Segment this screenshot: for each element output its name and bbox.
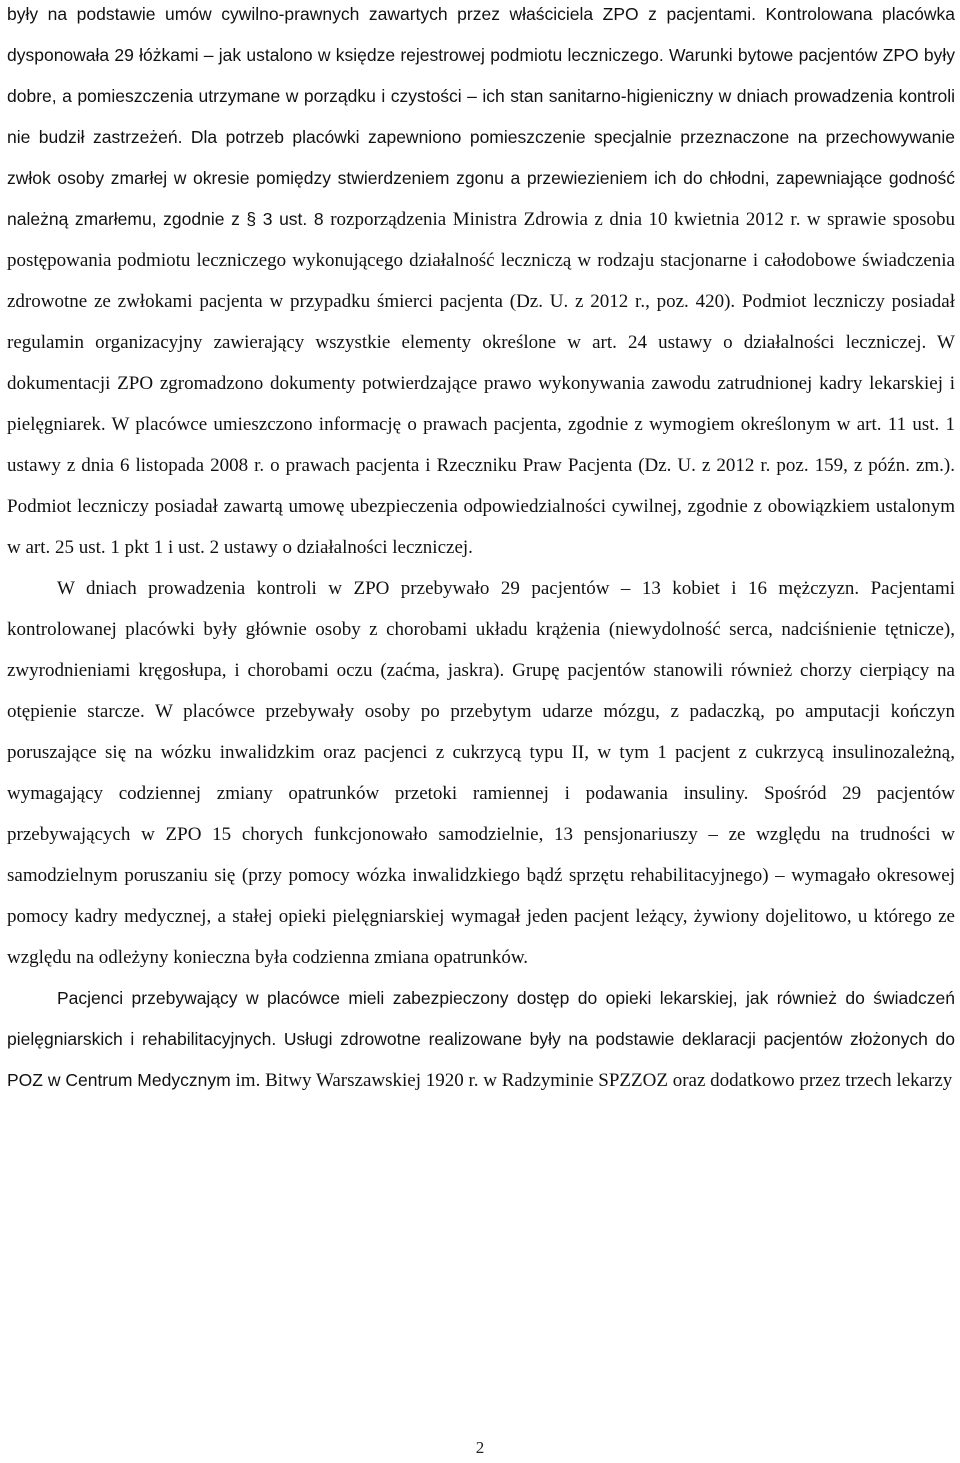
- paragraph-3-segment-1: Pacjenci przebywający w placówce mieli zabezpieczony dostęp do opieki lekarskiej, jak również do świadczeń pielęgniarskich i rehabilitacyjnych. Usługi zdrowotne realizowane były na podstawie deklaracji pacjentów złożonych do POZ w Centrum Medycznym: [7, 988, 955, 1090]
- paragraph-2: [7, 568, 955, 978]
- page-number: 2: [475, 1438, 485, 1457]
- paragraph-1: [7, 0, 955, 568]
- paragraph-1-segment-2: rozporządzenia Ministra Zdrowia z dnia 10 kwietnia 2012 r. w sprawie sposobu postępowania podmiotu leczniczego wykonującego działalność leczniczą w rodzaju stacjonarne i całodobowe świadczenia zdrowotne ze zwłokami pacjenta w przypadku śmierci pacjenta (Dz. U. z 2012 r., poz. 420). Podmiot leczniczy posiadał regulamin organizacyjny zawierający wszystkie elementy określone w art. 24 ustawy o działalności leczniczej. W dokumentacji ZPO zgromadzono dokumenty potwierdzające prawo wykonywania zawodu zatrudnionej kadry lekarskiej i pielęgniarek. W placówce umieszczono informację o prawach pacjenta, zgodnie z wymogiem określonym w art. 11 ust. 1 ustawy z dnia 6 listopada 2008 r. o prawach pacjenta i Rzeczniku Praw Pacjenta (Dz. U. z 2012 r. poz. 159, z późn. zm.). Podmiot leczniczy posiadał zawartą umowę ubezpieczenia odpowiedzialności cywilnej, zgodnie z obowiązkiem ustalonym w art. 25 ust. 1 pkt 1 i ust. 2 ustawy o działalności leczniczej.: [7, 209, 955, 558]
- paragraph-3-segment-2: im. Bitwy Warszawskiej 1920 r. w Radzyminie SPZZOZ oraz dodatkowo przez trzech lekarzy: [235, 1070, 953, 1091]
- paragraph-3: [7, 978, 955, 1101]
- paragraph-2-segment-1: W dniach prowadzenia kontroli w ZPO przebywało 29 pacjentów – 13 kobiet i 16 mężczyzn. Pacjentami kontrolowanej placówki były głównie osoby z chorobami układu krążenia (niewydolność serca, nadciśnienie tętnicze), zwyrodnieniami kręgosłupa, i chorobami oczu (zaćma, jaskra). Grupę pacjentów stanowili również chorzy cierpiący na otępienie starcze. W placówce przebywały osoby po przebytym udarze mózgu, z padaczką, po amputacji kończyn poruszające się na wózku inwalidzkim oraz pacjenci z cukrzycą typu II, w tym 1 pacjent z cukrzycą insulinozależną, wymagający codziennej zmiany opatrunków przetoki ramiennej i podawania insuliny. Spośród 29 pacjentów przebywających w ZPO 15 chorych funkcjonowało samodzielnie, 13 pensjonariuszy – ze względu na trudności w samodzielnym poruszaniu się (przy pomocy wózka inwalidzkiego bądź sprzętu rehabilitacyjnego) – wymagało okresowej pomocy kadry medycznej, a stałej opieki pielęgniarskiej wymagał jeden pacjent leżący, żywiony dojelitowo, u którego ze względu na odleżyny konieczna była codzienna zmiana opatrunków.: [7, 578, 955, 968]
- paragraph-1-segment-1: były na podstawie umów cywilno-prawnych zawartych przez właściciela ZPO z pacjentami. Kontrolowana placówka dysponowała 29 łóżkami – jak ustalono w księdze rejestrowej podmiotu leczniczego. Warunki bytowe pacjentów ZPO były dobre, a pomieszczenia utrzymane w porządku i czystości – ich stan sanitarno-higieniczny w dniach prowadzenia kontroli nie budził zastrzeżeń. Dla potrzeb placówki zapewniono pomieszczenie specjalnie przeznaczone na przechowywanie zwłok osoby zmarłej w okresie pomiędzy stwierdzeniem zgonu a przewiezieniem ich do chłodni, zapewniające godność należną zmarłemu, zgodnie z § 3 ust. 8: [7, 4, 955, 229]
- document-page: [7, 0, 955, 1101]
